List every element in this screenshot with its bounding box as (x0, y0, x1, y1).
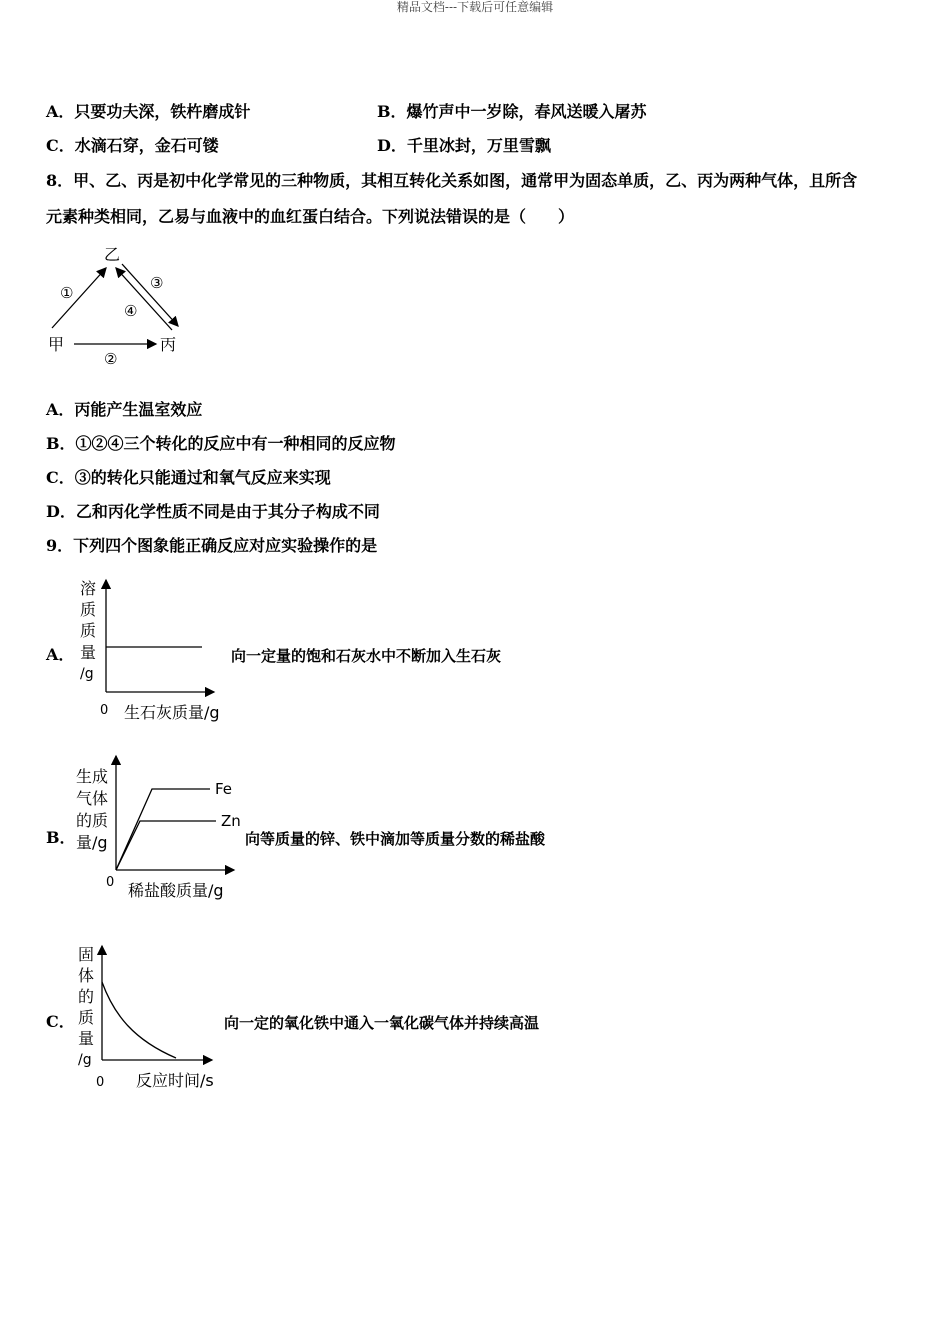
q8-option-b: B．①②④三个转化的反应中有一种相同的反应物 (46, 434, 396, 453)
q8-stem-line1: 8．甲、乙、丙是初中化学常见的三种物质，其相互转化关系如图，通常甲为固态单质，乙、丙为两种气体，且所含 (46, 171, 858, 190)
arrow-4 (116, 268, 172, 330)
q9-c-graph (72, 940, 232, 1092)
q7-option-c: C．水滴石穿，金石可镂 (46, 136, 219, 155)
q9-b-graph (72, 752, 252, 906)
q8-option-c: C．③的转化只能通过和氧气反应来实现 (46, 468, 331, 487)
y-label-2: 质 (80, 600, 97, 619)
q9-b-letter: B． (46, 828, 76, 847)
q7-option-d: D．千里冰封，万里雪飘 (377, 136, 551, 155)
q8-stem-line2: 元素种类相同，乙易与血液中的血红蛋白结合。下列说法错误的是（ ） (46, 207, 575, 226)
x-axis-label: 反应时间/s (136, 1071, 214, 1090)
y-label-5: /g (80, 666, 94, 682)
y-label-3: 的 (78, 987, 95, 1006)
origin-label: 0 (106, 875, 115, 890)
y-label-4: 质 (78, 1008, 95, 1027)
q9-a-graph (72, 574, 232, 724)
q9-a-desc: 向一定量的饱和石灰水中不断加入生石灰 (231, 647, 502, 665)
series-fe-label: Fe (215, 780, 233, 798)
y-label-6: /g (78, 1052, 92, 1068)
y-label-1: 固 (78, 945, 95, 964)
q9-a-letter: A． (46, 645, 75, 664)
diagram-label-4: ④ (124, 302, 138, 320)
q9-c-desc: 向一定的氧化铁中通入一氧化碳气体并持续高温 (224, 1014, 540, 1032)
series-zn-label: Zn (221, 812, 241, 830)
origin-label: 0 (96, 1075, 105, 1090)
diagram-node-jia: 甲 (48, 335, 65, 354)
q7-option-b: B．爆竹声中一岁除，春风送暖入屠苏 (377, 102, 647, 121)
y-label-3: 的质 (76, 811, 109, 830)
y-label-4: 量/g (76, 833, 108, 852)
q8-conversion-diagram (40, 240, 200, 370)
q9-stem: 9．下列四个图象能正确反应对应实验操作的是 (46, 536, 378, 555)
y-label-3: 质 (80, 621, 97, 640)
y-label-1: 生成 (76, 767, 109, 786)
q8-option-a: A．丙能产生温室效应 (46, 400, 203, 419)
diagram-label-3: ③ (150, 274, 164, 292)
x-axis-label: 生石灰质量/g (124, 703, 220, 722)
series-fe (116, 789, 210, 870)
q9-c-letter: C． (46, 1012, 75, 1031)
y-label-4: 量 (80, 643, 97, 662)
series-curve (102, 982, 176, 1058)
x-axis-label: 稀盐酸质量/g (128, 881, 224, 900)
origin-label: 0 (100, 703, 109, 718)
diagram-node-bing: 丙 (160, 335, 177, 354)
diagram-label-2: ② (104, 350, 118, 368)
y-label-2: 气体 (76, 789, 109, 808)
diagram-label-1: ① (60, 284, 74, 302)
q7-option-a: A．只要功夫深，铁杵磨成针 (46, 102, 251, 121)
page-header: 精品文档---下载后可任意编辑 (396, 0, 554, 14)
series-zn (116, 821, 216, 870)
q8-option-d: D．乙和丙化学性质不同是由于其分子构成不同 (46, 502, 380, 521)
diagram-node-yi: 乙 (104, 245, 121, 264)
y-label-2: 体 (78, 966, 95, 985)
y-label-5: 量 (78, 1029, 95, 1048)
q9-b-desc: 向等质量的锌、铁中滴加等质量分数的稀盐酸 (245, 830, 546, 848)
y-label-1: 溶 (80, 579, 97, 598)
